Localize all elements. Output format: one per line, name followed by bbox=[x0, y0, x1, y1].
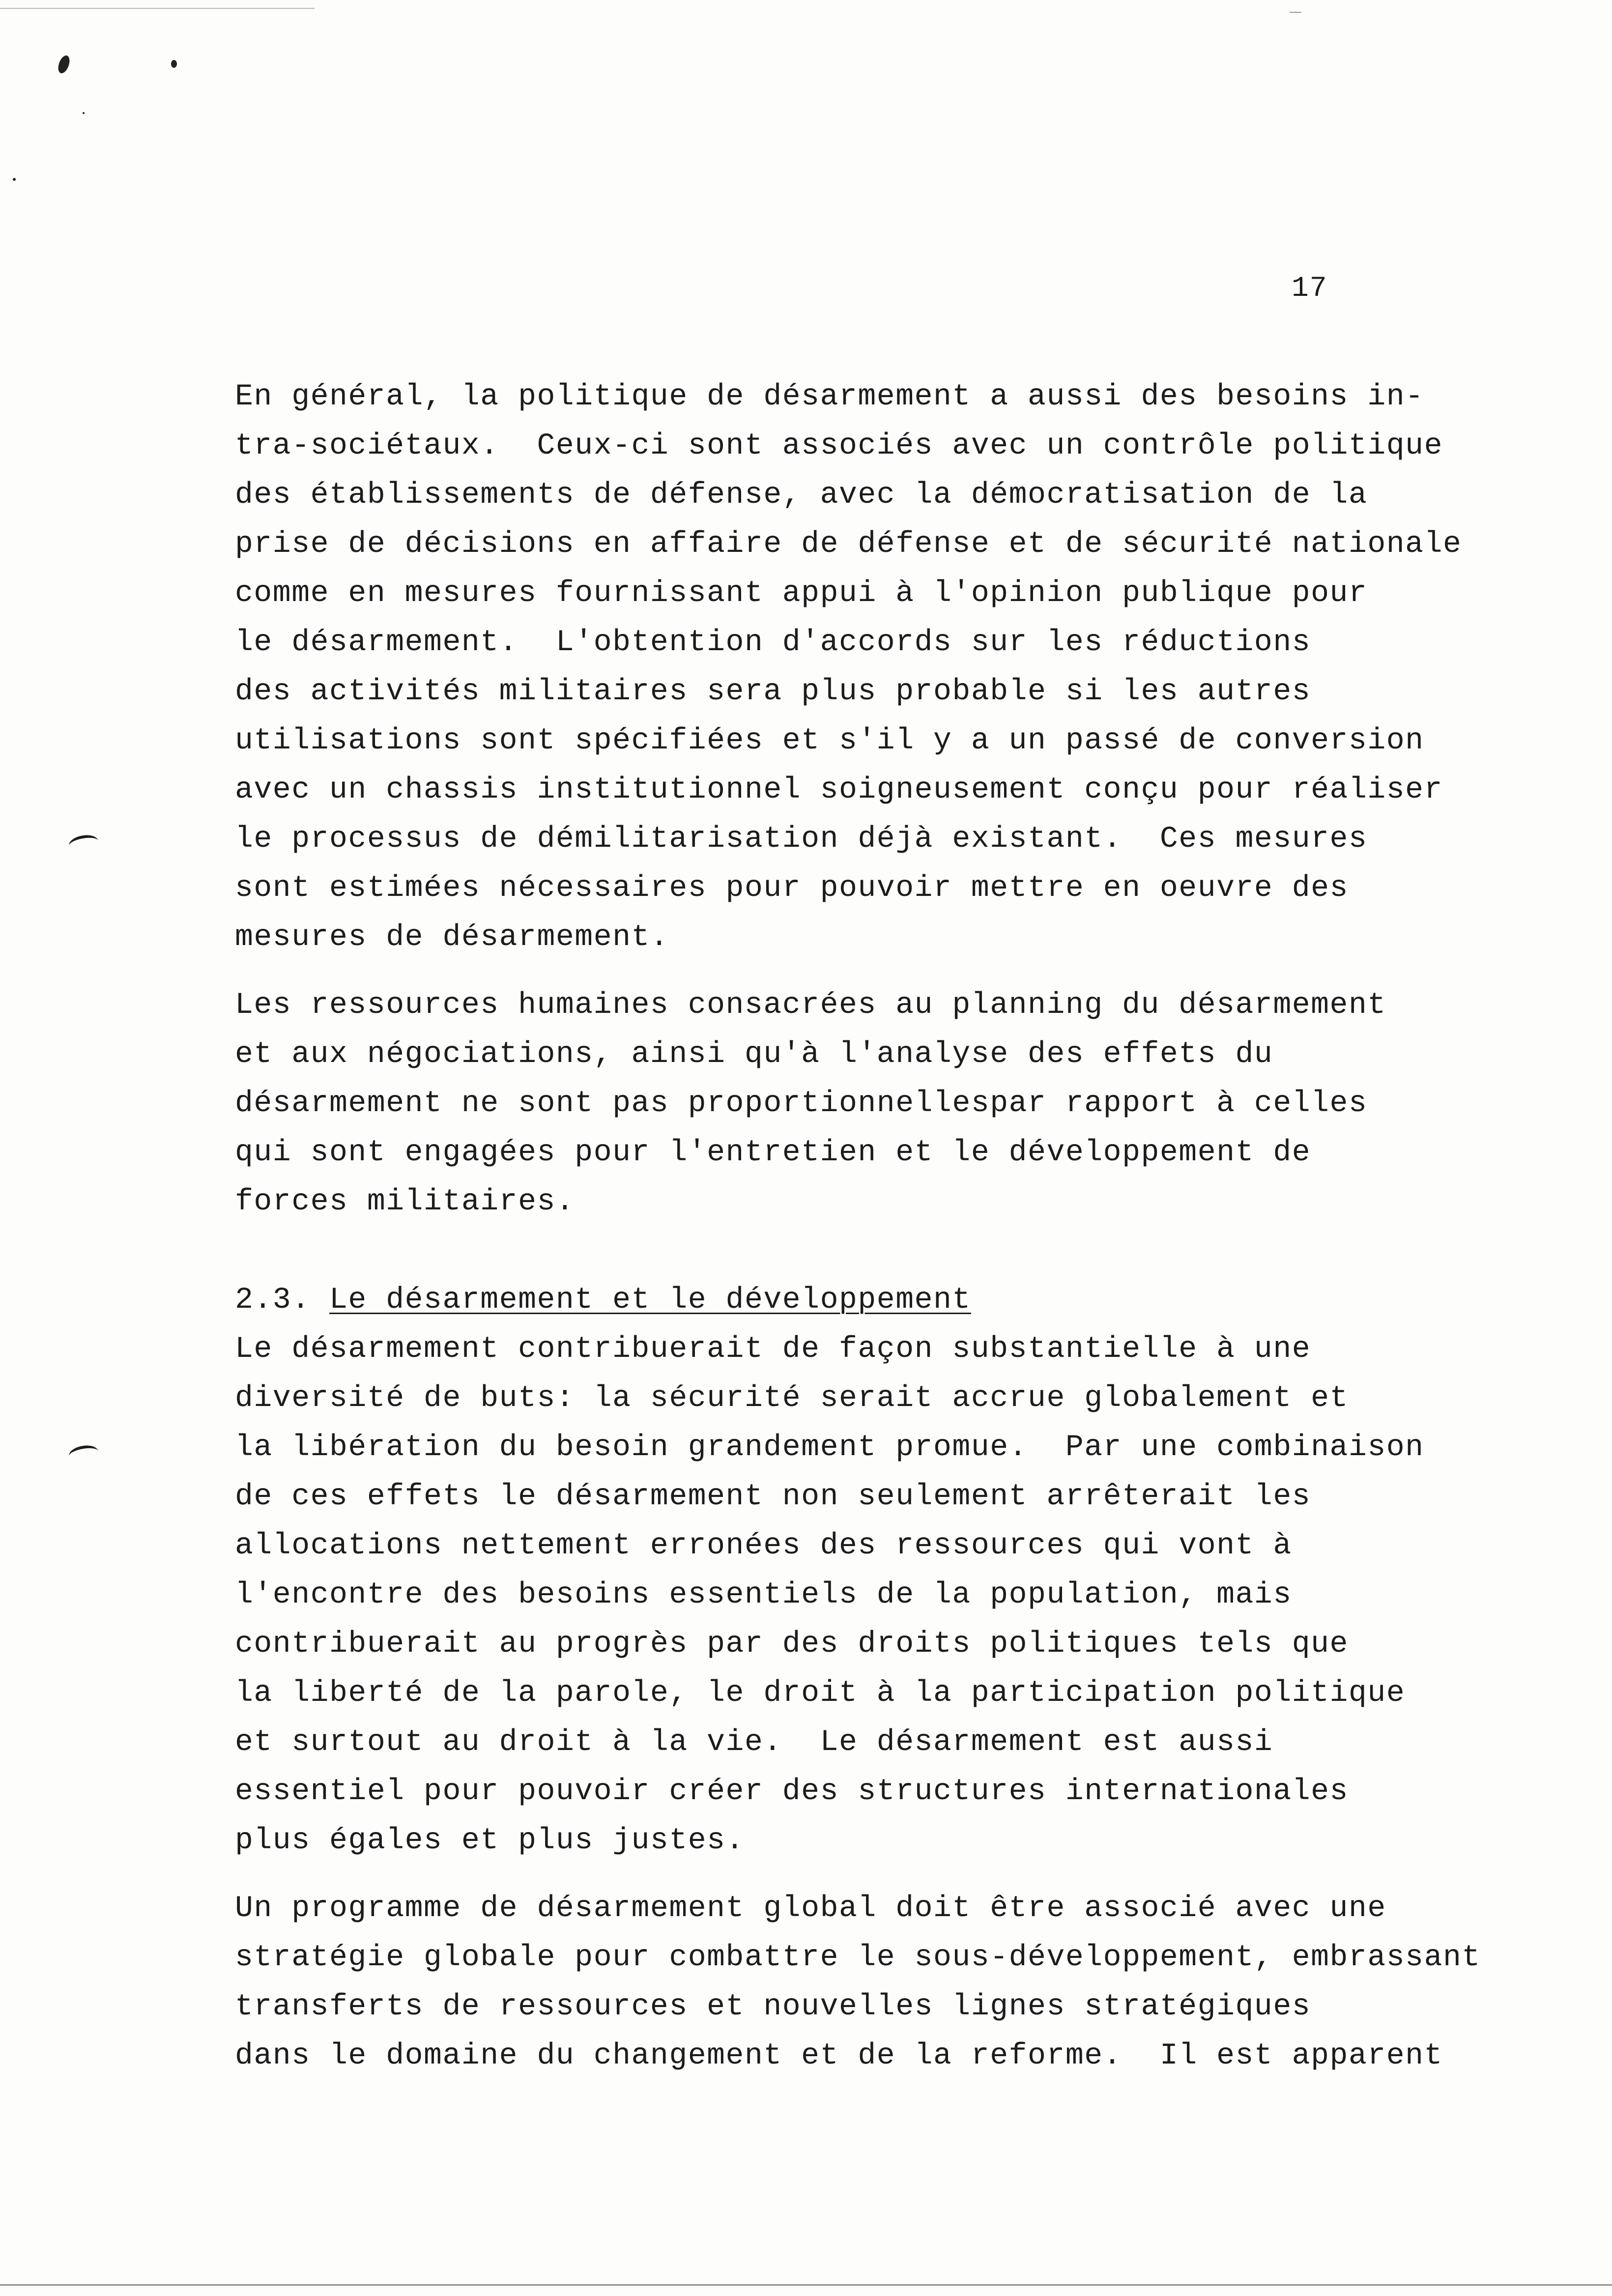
ink-blot bbox=[56, 54, 72, 75]
text-line: des établissements de défense, avec la démocratisation de la bbox=[235, 478, 1368, 512]
text-line: avec un chassis institutionnel soigneusement conçu pour réaliser bbox=[235, 773, 1443, 807]
text-line: comme en mesures fournissant appui à l'opinion publique pour bbox=[235, 576, 1368, 610]
text-line: désarmement ne sont pas proportionnellespar rapport à celles bbox=[235, 1087, 1368, 1120]
text-line: transferts de ressources et nouvelles lignes stratégiques bbox=[235, 1990, 1311, 2024]
text-line: utilisations sont spécifiées et s'il y a un passé de conversion bbox=[235, 724, 1424, 758]
text-line: et surtout au droit à la vie. Le désarmement est aussi bbox=[235, 1725, 1273, 1759]
text-line: des activités militaires sera plus probable si les autres bbox=[235, 675, 1311, 709]
text-line: plus égales et plus justes. bbox=[235, 1824, 745, 1858]
text-line: Un programme de désarmement global doit être associé avec une bbox=[235, 1892, 1386, 1925]
text-line: tra-sociétaux. Ceux-ci sont associés avec un contrôle politique bbox=[235, 429, 1443, 463]
text-line: l'encontre des besoins essentiels de la population, mais bbox=[235, 1578, 1292, 1612]
paragraph-3 bbox=[235, 1325, 1582, 1866]
binder-hole-mark bbox=[68, 1443, 100, 1464]
binder-hole-mark bbox=[68, 833, 100, 854]
text-line: de ces effets le désarmement non seulement arrêterait les bbox=[235, 1480, 1311, 1514]
ink-speck bbox=[13, 178, 16, 181]
text-line: prise de décisions en affaire de défense et de sécurité nationale bbox=[235, 527, 1462, 561]
text-line: Les ressources humaines consacrées au planning du désarmement bbox=[235, 988, 1386, 1022]
text-line: le processus de démilitarisation déjà existant. Ces mesures bbox=[235, 822, 1368, 856]
document-body bbox=[235, 373, 1582, 2081]
section-title: Le désarmement et le développement bbox=[329, 1283, 971, 1317]
text-line: la libération du besoin grandement promue. Par une combinaison bbox=[235, 1431, 1424, 1464]
scan-mark bbox=[1290, 12, 1301, 13]
text-line: En général, la politique de désarmement a aussi des besoins in- bbox=[235, 380, 1424, 414]
text-line: sont estimées nécessaires pour pouvoir mettre en oeuvre des bbox=[235, 871, 1349, 905]
text-line: stratégie globale pour combattre le sous-développement, embrassant bbox=[235, 1941, 1481, 1975]
section-heading bbox=[235, 1276, 1582, 1325]
section-number: 2.3. bbox=[235, 1283, 311, 1317]
text-line: le désarmement. L'obtention d'accords sur les réductions bbox=[235, 626, 1311, 660]
text-line: Le désarmement contribuerait de façon substantielle à une bbox=[235, 1332, 1311, 1366]
page-number: 17 bbox=[1292, 273, 1328, 305]
ink-speck bbox=[83, 112, 85, 114]
paragraph-2 bbox=[235, 981, 1582, 1227]
text-line: la liberté de la parole, le droit à la participation politique bbox=[235, 1676, 1406, 1710]
text-line: forces militaires. bbox=[235, 1185, 575, 1219]
text-line: qui sont engagées pour l'entretien et le développement de bbox=[235, 1136, 1311, 1170]
text-line: mesures de désarmement. bbox=[235, 920, 669, 954]
ink-dot bbox=[171, 60, 177, 68]
text-line: diversité de buts: la sécurité serait accrue globalement et bbox=[235, 1381, 1349, 1415]
text-line: contribuerait au progrès par des droits politiques tels que bbox=[235, 1627, 1349, 1661]
text-line: allocations nettement erronées des ressources qui vont à bbox=[235, 1529, 1292, 1563]
scan-top-edge-line bbox=[0, 8, 315, 9]
text-line: essentiel pour pouvoir créer des structures internationales bbox=[235, 1775, 1349, 1808]
scan-bottom-edge-line bbox=[0, 2284, 1612, 2286]
text-line: et aux négociations, ainsi qu'à l'analyse des effets du bbox=[235, 1037, 1273, 1071]
paragraph-1 bbox=[235, 373, 1582, 962]
paragraph-4 bbox=[235, 1884, 1582, 2081]
text-line: dans le domaine du changement et de la reforme. Il est apparent bbox=[235, 2039, 1443, 2073]
